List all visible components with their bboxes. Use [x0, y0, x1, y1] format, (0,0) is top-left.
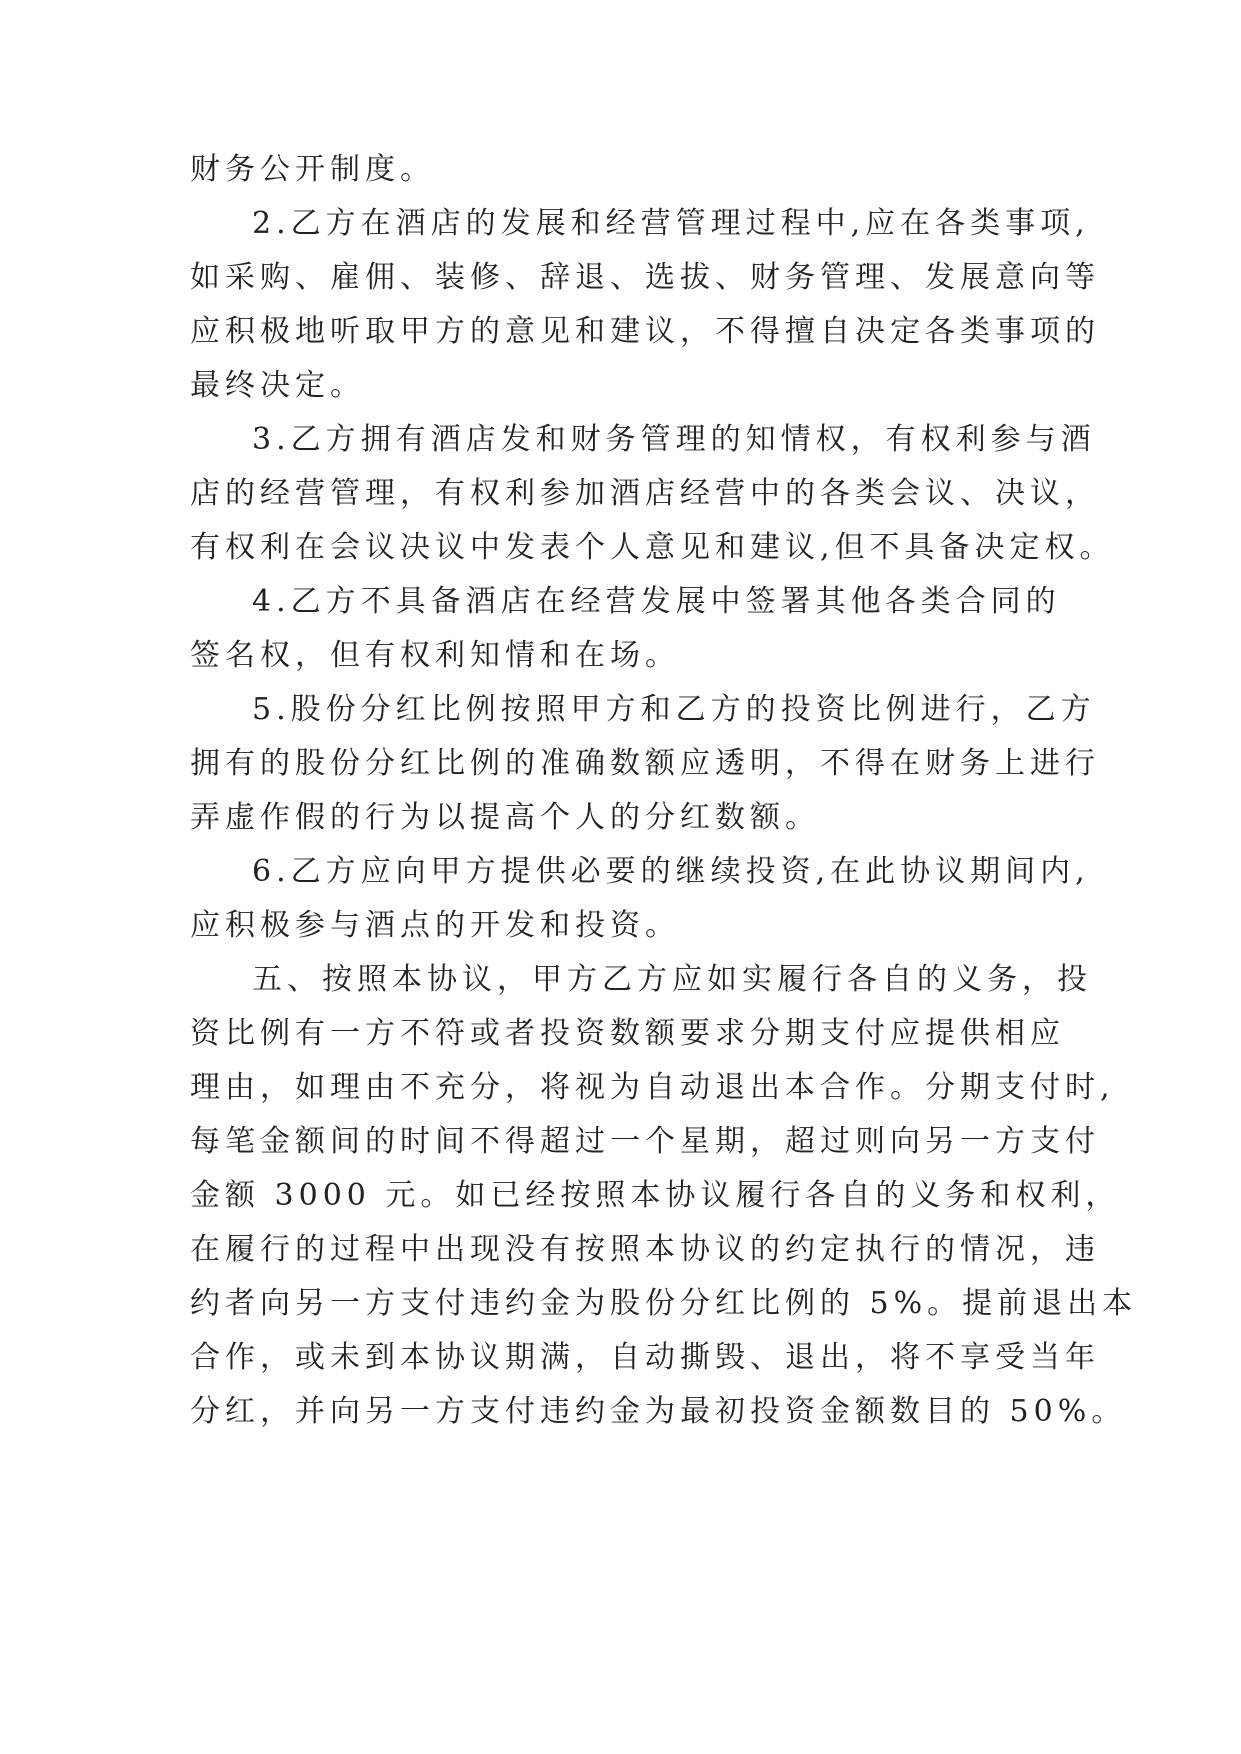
text-line: 理由，如理由不充分，将视为自动退出本合作。分期支付时, [190, 1070, 1115, 1105]
text-line: 约者向另一方支付违约金为股份分红比例的 5%。提前退出本 [190, 1286, 1138, 1321]
text-line: 4.乙方不具备酒店在经营发展中签署其他各类合同的 [252, 584, 1061, 619]
text-line: 6.乙方应向甲方提供必要的继续投资,在此协议期间内, [252, 854, 1090, 889]
text-line: 弄虚作假的行为以提高个人的分红数额。 [190, 800, 820, 835]
text-line: 分红，并向另一方支付违约金为最初投资金额数目的 50%。 [190, 1394, 1127, 1429]
text-line: 店的经营管理，有权利参加酒店经营中的各类会议、决议， [190, 476, 1100, 511]
text-line: 3.乙方拥有酒店发和财务管理的知情权，有权利参与酒 [252, 422, 1096, 457]
text-line: 应积极地听取甲方的意见和建议，不得擅自决定各类事项的 [190, 314, 1100, 349]
text-line: 拥有的股份分红比例的准确数额应透明，不得在财务上进行 [190, 746, 1100, 781]
text-line: 合作，或未到本协议期满，自动撕毁、退出，将不享受当年 [190, 1340, 1100, 1375]
text-line: 每笔金额间的时间不得超过一个星期，超过则向另一方支付 [190, 1124, 1100, 1159]
text-line: 5.股份分红比例按照甲方和乙方的投资比例进行，乙方 [252, 692, 1096, 727]
text-line: 有权利在会议决议中发表个人意见和建议,但不具备决定权。 [190, 530, 1115, 565]
text-line: 财务公开制度。 [190, 152, 435, 187]
text-line: 如采购、雇佣、装修、辞退、选拔、财务管理、发展意向等 [190, 260, 1100, 295]
text-line: 应积极参与酒点的开发和投资。 [190, 908, 680, 943]
text-line: 在履行的过程中出现没有按照本协议的约定执行的情况，违 [190, 1232, 1100, 1267]
text-line: 五、按照本协议，甲方乙方应如实履行各自的义务，投 [252, 962, 1092, 997]
text-line: 金额 3000 元。如已经按照本协议履行各自的义务和权利， [190, 1178, 1121, 1213]
text-line: 最终决定。 [190, 368, 365, 403]
text-line: 2.乙方在酒店的发展和经营管理过程中,应在各类事项, [252, 206, 1090, 241]
text-line: 资比例有一方不符或者投资数额要求分期支付应提供相应 [190, 1016, 1065, 1051]
text-line: 签名权，但有权利知情和在场。 [190, 638, 680, 673]
